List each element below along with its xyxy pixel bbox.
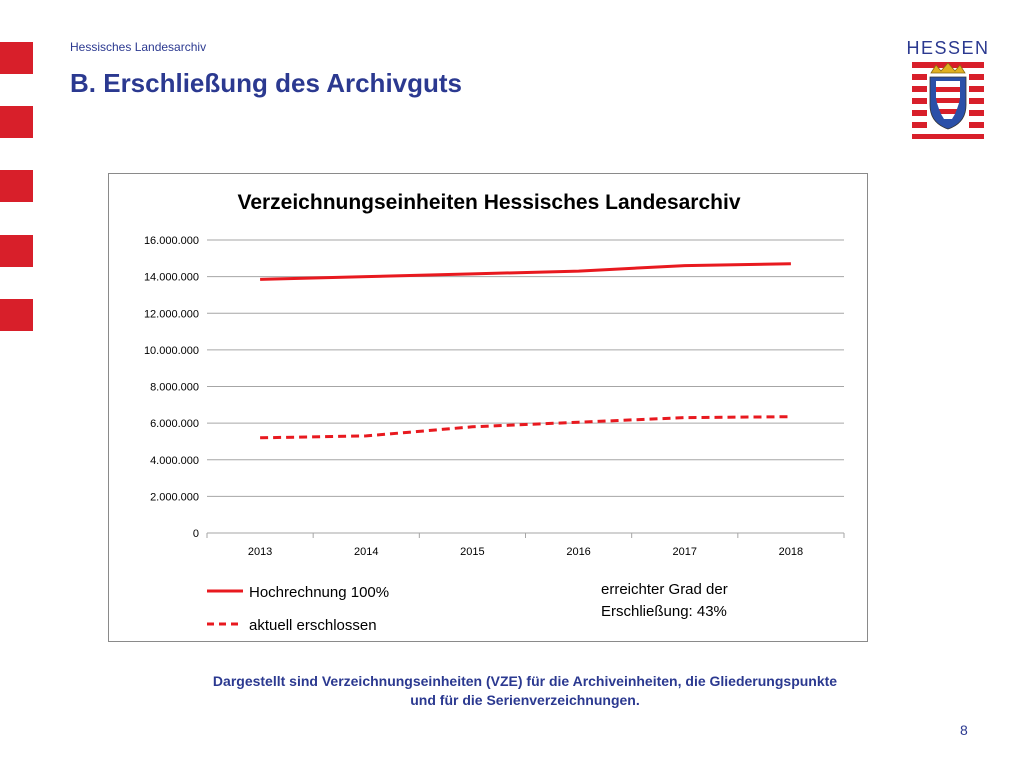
- y-tick-label: 8.000.000: [150, 381, 199, 394]
- grid-lines: [207, 240, 844, 538]
- series-lines: [260, 264, 791, 438]
- hessen-coat-of-arms-icon: [906, 59, 990, 139]
- y-axis-tick-labels: [144, 235, 199, 540]
- y-tick-label: 14.000.000: [143, 271, 199, 284]
- x-axis-tick-labels: [248, 546, 803, 558]
- x-tick-label: 2018: [778, 546, 804, 558]
- decorative-stripes: [0, 0, 34, 340]
- y-tick-label: 16.000.000: [143, 235, 199, 247]
- legend-label-erschlossen: aktuell erschlossen: [249, 617, 377, 634]
- page-title: B. Erschließung des Archivguts: [70, 68, 463, 98]
- stripe: [0, 170, 33, 202]
- y-tick-label: 6.000.000: [150, 418, 199, 431]
- legend-label-hochrechnung: Hochrechnung 100%: [249, 584, 390, 601]
- x-tick-label: 2014: [354, 546, 379, 558]
- line-chart: [109, 174, 867, 641]
- series-line-erschlossen: [260, 417, 791, 438]
- y-tick-label: 2.000.000: [150, 491, 199, 504]
- x-tick-label: 2013: [247, 546, 273, 558]
- y-tick-label: 10.000.000: [143, 344, 199, 357]
- stripe: [0, 106, 33, 138]
- stripe: [0, 42, 33, 74]
- chart-frame: [108, 173, 868, 642]
- x-tick-label: 2015: [460, 546, 485, 558]
- page-number: 8: [960, 722, 968, 738]
- caption-line-2: und für die Serienverzeichnungen.: [410, 692, 640, 708]
- caption-line-1: Dargestellt sind Verzeichnungseinheiten (VZE) für die Archiveinheiten, die Gliederungspunkte: [212, 673, 838, 689]
- annotation-line-2: Erschließung: 43%: [601, 603, 727, 620]
- annotation-line-1: erreichter Grad der: [601, 581, 728, 598]
- annotation: [601, 581, 728, 620]
- chart-title: Verzeichnungseinheiten Hessisches Landesarchiv: [237, 191, 741, 214]
- logo-wordmark: HESSEN: [906, 38, 990, 58]
- stripe: [0, 235, 33, 267]
- y-tick-label: 12.000.000: [143, 308, 199, 321]
- y-tick-label: 0: [192, 528, 199, 540]
- x-tick-label: 2017: [672, 546, 697, 558]
- chart-caption: [130, 672, 920, 710]
- legend: [207, 584, 389, 634]
- hessen-logo: [906, 38, 990, 144]
- stripe: [0, 299, 33, 331]
- organization-name: Hessisches Landesarchiv: [70, 40, 207, 54]
- x-tick-label: 2016: [566, 546, 591, 558]
- y-tick-label: 4.000.000: [150, 454, 199, 467]
